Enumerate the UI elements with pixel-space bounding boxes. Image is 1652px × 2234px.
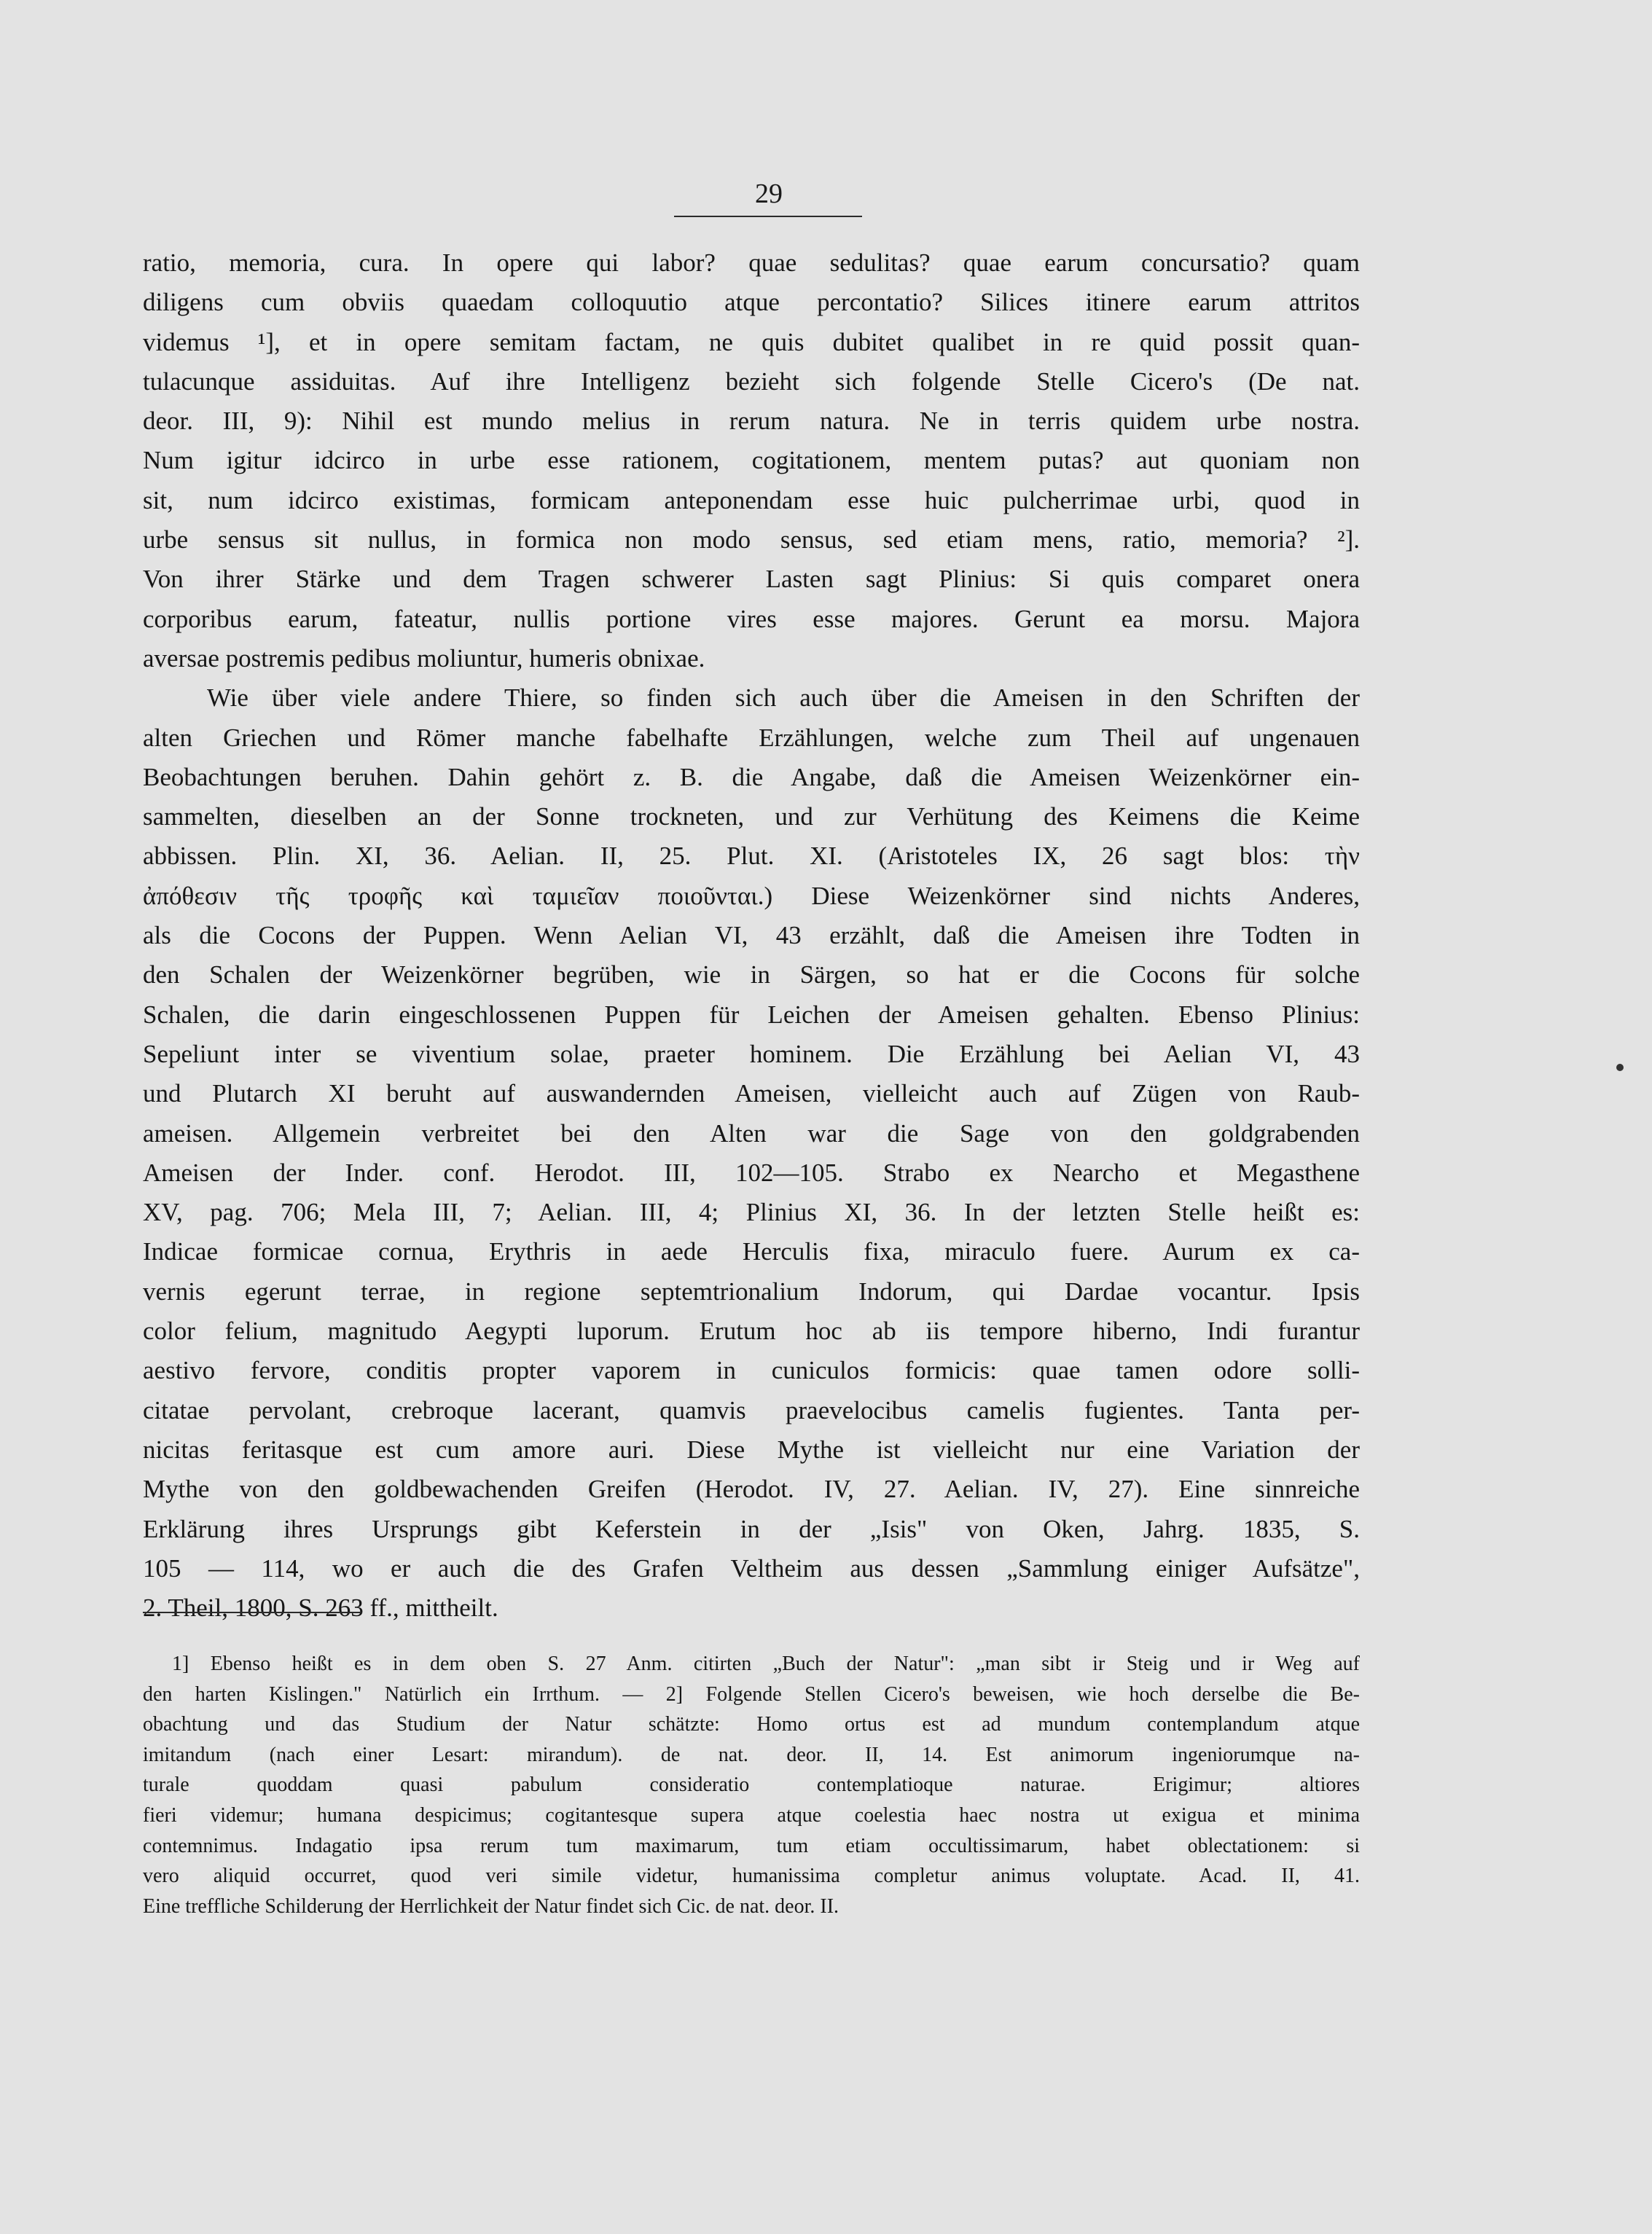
body-line: Indicae formicae cornua, Erythris in aede Herculis fixa, miraculo fuere. Aurum ex ca- <box>143 1237 1360 1266</box>
body-line: Mythe von den goldbewachenden Greifen (Herodot. IV, 27. Aelian. IV, 27). Eine sinnreiche <box>143 1475 1360 1504</box>
greek-quote-line: ἀπόθεσιν τῆς τροφῆς καὶ ταμιεῖαν ποιοῦνται.) Diese Weizenkörner sind nichts Anderes, <box>143 881 1360 910</box>
footnote-line: 1] Ebenso heißt es in dem oben S. 27 Anm. citirten „Buch der Natur": „man sibt ir Steig und ir Weg auf <box>172 1653 1360 1675</box>
body-line: alten Griechen und Römer manche fabelhafte Erzählungen, welche zum Theil auf ungenauen <box>143 723 1360 752</box>
body-line: corporibus earum, fateatur, nullis portione vires esse majores. Gerunt ea morsu. Majora <box>143 604 1360 633</box>
body-line: sammelten, dieselben an der Sonne trockneten, und zur Verhütung des Keimens die Keime <box>143 802 1360 831</box>
footnote-line: Eine treffliche Schilderung der Herrlichkeit der Natur findet sich Cic. de nat. deor. II. <box>143 1894 839 1918</box>
footnote-rule <box>143 1612 361 1613</box>
body-text <box>143 243 1360 1628</box>
body-line: abbissen. Plin. XI, 36. Aelian. II, 25. Plut. XI. (Aristoteles IX, 26 sagt blos: τὴν <box>143 842 1360 871</box>
body-line: Ameisen der Inder. conf. Herodot. III, 102—105. Strabo ex Nearcho et Megasthene <box>143 1158 1360 1187</box>
body-line: vernis egerunt terrae, in regione septemtrionalium Indorum, qui Dardae vocantur. Ipsis <box>143 1277 1360 1306</box>
body-line: Num igitur idcirco in urbe esse rationem, cogitationem, mentem putas? aut quoniam non <box>143 446 1360 475</box>
body-line: aestivo fervore, conditis propter vaporem in cuniculos formicis: quae tamen odore solli- <box>143 1356 1360 1385</box>
footnote-line: vero aliquid occurret, quod veri simile videtur, humanissima completur animus voluptate. Acad. II, 41. <box>143 1865 1360 1888</box>
body-line: Schalen, die darin eingeschlossenen Puppen für Leichen der Ameisen gehalten. Ebenso Plinius: <box>143 1000 1360 1029</box>
footnote-line: den harten Kislingen." Natürlich ein Irrthum. — 2] Folgende Stellen Cicero's beweisen, wie hoch derselbe die Be- <box>143 1682 1360 1706</box>
body-line: Beobachtungen beruhen. Dahin gehört z. B. die Angabe, daß die Ameisen Weizenkörner ein- <box>143 762 1360 791</box>
body-line: und Plutarch XI beruht auf auswandernden Ameisen, vielleicht auch auf Zügen von Raub- <box>143 1079 1360 1108</box>
footnote-line: obachtung und das Studium der Natur schätzte: Homo ortus est ad mundum contemplandum atque <box>143 1713 1360 1736</box>
body-line: XV, pag. 706; Mela III, 7; Aelian. III, 4; Plinius XI, 36. In der letzten Stelle heißt es: <box>143 1198 1360 1227</box>
footnote-line: imitandum (nach einer Lesart: mirandum). de nat. deor. II, 14. Est animorum ingeniorumque na- <box>143 1743 1360 1766</box>
footnote-line: fieri videmur; humana despicimus; cogitantesque supera atque coelestia haec nostra ut exigua et minima <box>143 1803 1360 1827</box>
body-line: 2. Theil, 1800, S. 263 ff., mittheilt. <box>143 1594 498 1623</box>
body-line: Sepeliunt inter se viventium solae, praeter hominem. Die Erzählung bei Aelian VI, 43 <box>143 1039 1360 1068</box>
body-line: Von ihrer Stärke und dem Tragen schwerer Lasten sagt Plinius: Si quis comparet onera <box>143 565 1360 594</box>
body-line: den Schalen der Weizenkörner begrüben, wie in Särgen, so hat er die Cocons für solche <box>143 960 1360 989</box>
body-line: citatae pervolant, crebroque lacerant, quamvis praevelocibus camelis fugientes. Tanta per- <box>143 1395 1360 1424</box>
footnotes <box>143 1649 1360 1921</box>
body-line: sit, num idcirco existimas, formicam anteponendam esse huic pulcherrimae urbi, quod in <box>143 485 1360 514</box>
body-line: tulacunque assiduitas. Auf ihre Intelligenz bezieht sich folgende Stelle Cicero's (De nat. <box>143 367 1360 396</box>
body-line: diligens cum obviis quaedam colloquutio atque percontatio? Silices itinere earum attritos <box>143 288 1360 317</box>
body-line: nicitas feritasque est cum amore auri. Diese Mythe ist vielleicht nur eine Variation der <box>143 1435 1360 1464</box>
body-line: aversae postremis pedibus moliuntur, humeris obnixae. <box>143 643 705 673</box>
header-rule <box>674 216 862 217</box>
page-number: 29 <box>755 179 783 209</box>
body-line: videmus ¹], et in opere semitam factam, ne quis dubitet qualibet in re quid possit quan- <box>143 327 1360 356</box>
ink-speck <box>1616 1064 1624 1071</box>
body-line: als die Cocons der Puppen. Wenn Aelian VI, 43 erzählt, daß die Ameisen ihre Todten in <box>143 921 1360 950</box>
footnote-line: contemnimus. Indagatio ipsa rerum tum maximarum, tum etiam occultissimarum, habet oblectationem: si <box>143 1834 1360 1857</box>
body-line: ameisen. Allgemein verbreitet bei den Alten war die Sage von den goldgrabenden <box>143 1118 1360 1148</box>
footnote-line: turale quoddam quasi pabulum consideratio contemplatioque naturae. Erigimur; altiores <box>143 1774 1360 1797</box>
body-line: deor. III, 9): Nihil est mundo melius in rerum natura. Ne in terris quidem urbe nostra. <box>143 407 1360 436</box>
body-line: Erklärung ihres Ursprungs gibt Keferstein in der „Isis" von Oken, Jahrg. 1835, S. <box>143 1514 1360 1543</box>
body-line: 105 — 114, wo er auch die des Grafen Veltheim aus dessen „Sammlung einiger Aufsätze", <box>143 1553 1360 1583</box>
paragraph-start-line: Wie über viele andere Thiere, so finden sich auch über die Ameisen in den Schriften der <box>207 683 1360 713</box>
body-line: ratio, memoria, cura. In opere qui labor? quae sedulitas? quae earum concursatio? quam <box>143 248 1360 277</box>
body-line: urbe sensus sit nullus, in formica non modo sensus, sed etiam mens, ratio, memoria? ²]. <box>143 525 1360 554</box>
body-line: color felium, magnitudo Aegypti luporum. Erutum hoc ab iis tempore hiberno, Indi furantur <box>143 1317 1360 1346</box>
